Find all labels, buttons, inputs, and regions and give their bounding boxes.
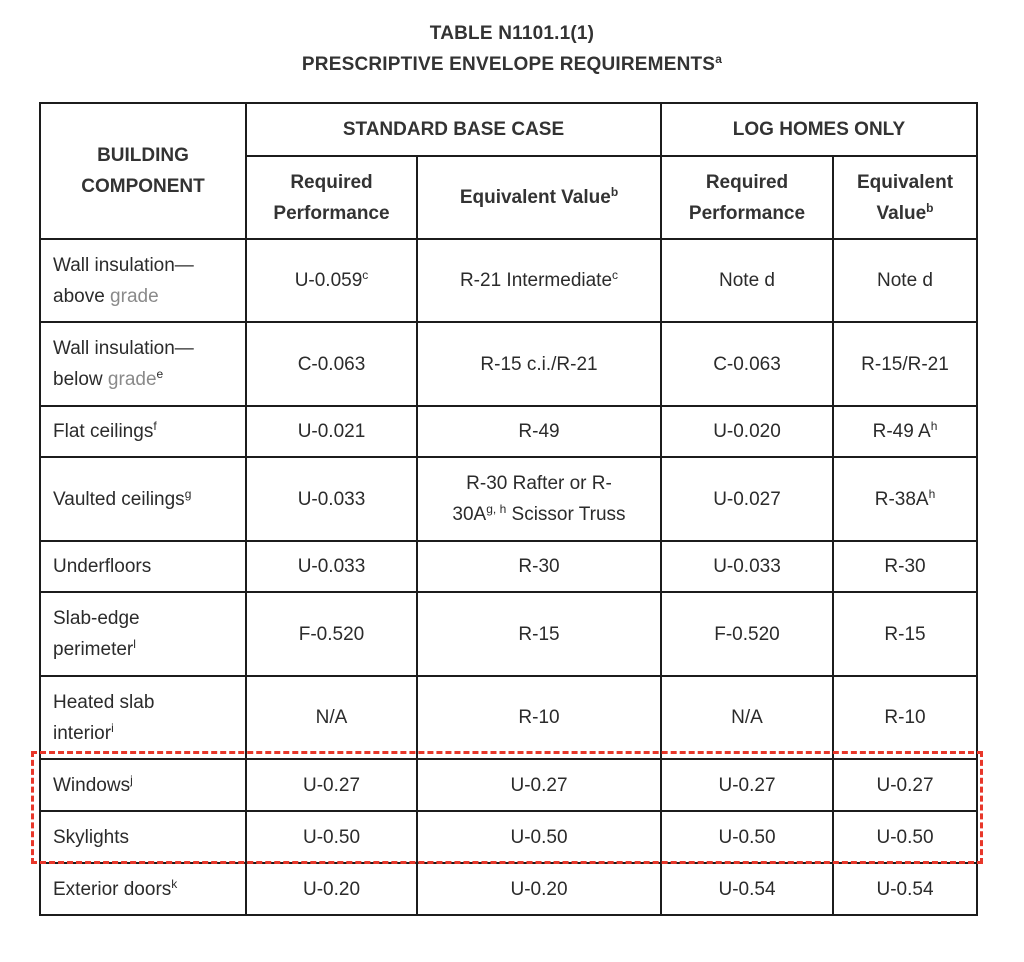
std-required-performance-cell: U-0.27 [246, 759, 417, 811]
header-std-required-performance: Required Performance [246, 156, 417, 239]
std-required-performance-cell: U-0.021 [246, 406, 417, 457]
header-log-required-performance: Required Performance [661, 156, 833, 239]
std-required-performance-cell: C-0.063 [246, 322, 417, 406]
log-equivalent-value-cell: R-15 [833, 592, 977, 676]
table-caption: PRESCRIPTIVE ENVELOPE REQUIREMENTS$^a$ [301, 52, 723, 75]
log-equivalent-value-cell: R-49 $A^h$ [833, 406, 977, 457]
table-title [0, 18, 1024, 80]
table-row [40, 406, 977, 457]
table-row [40, 541, 977, 592]
building-component-cell: Windows$^j$ [40, 759, 246, 811]
building-component-cell: Wall insulation— below grade$^e$ [40, 322, 246, 406]
table-row [40, 239, 977, 322]
std-required-performance-cell: U-0.033 [246, 541, 417, 592]
log-equivalent-value-cell: U-0.27 [833, 759, 977, 811]
std-equivalent-value-cell: R-21 Intermediate$^c$ [417, 239, 661, 322]
log-equivalent-value-cell: R-30 [833, 541, 977, 592]
std-equivalent-value-cell: R-30 Rafter or R- $30A^{g, h}$ Scissor Truss [417, 457, 661, 541]
log-required-performance-cell: U-0.020 [661, 406, 833, 457]
building-component-cell: Vaulted ceilings$^g$ [40, 457, 246, 541]
std-equivalent-value-cell: R-15 [417, 592, 661, 676]
header-row-groups [40, 103, 977, 156]
log-equivalent-value-cell: Note d [833, 239, 977, 322]
log-required-performance-cell: F-0.520 [661, 592, 833, 676]
footnote-marker: b [610, 185, 619, 199]
building-component-cell: Heated slab interior$^i$ [40, 676, 246, 759]
header-std-equivalent-value: Equivalent Value$^b$ [417, 156, 661, 239]
header-standard-base-case: STANDARD BASE CASE [246, 103, 661, 156]
table-row [40, 759, 977, 811]
building-component-cell: Exterior doors$^k$ [40, 863, 246, 915]
std-equivalent-value-cell: R-15 c.i./R-21 [417, 322, 661, 406]
log-required-performance-cell: N/A [661, 676, 833, 759]
building-component-cell: Flat ceilings$^f$ [40, 406, 246, 457]
std-equivalent-value-cell: U-0.20 [417, 863, 661, 915]
std-required-performance-cell: U-0.50 [246, 811, 417, 863]
table-row [40, 811, 977, 863]
building-component-cell: Underfloors [40, 541, 246, 592]
log-required-performance-cell: C-0.063 [661, 322, 833, 406]
building-component-cell: Skylights [40, 811, 246, 863]
std-equivalent-value-cell: R-30 [417, 541, 661, 592]
std-equivalent-value-cell: R-49 [417, 406, 661, 457]
std-equivalent-value-cell: R-10 [417, 676, 661, 759]
footnote-marker: a [715, 52, 723, 66]
std-required-performance-cell: U-0.20 [246, 863, 417, 915]
log-required-performance-cell: Note d [661, 239, 833, 322]
log-required-performance-cell: U-0.50 [661, 811, 833, 863]
log-equivalent-value-cell: R-10 [833, 676, 977, 759]
table-row [40, 863, 977, 915]
header-log-homes-only: LOG HOMES ONLY [661, 103, 977, 156]
building-component-cell: Slab-edge perimeter$^l$ [40, 592, 246, 676]
log-required-performance-cell: U-0.033 [661, 541, 833, 592]
std-required-performance-cell: U-0.059$^c$ [246, 239, 417, 322]
std-required-performance-cell: N/A [246, 676, 417, 759]
table-row [40, 457, 977, 541]
std-required-performance-cell: U-0.033 [246, 457, 417, 541]
log-equivalent-value-cell: R-15/R-21 [833, 322, 977, 406]
header-building-component: BUILDING COMPONENT [40, 103, 246, 239]
log-equivalent-value-cell: U-0.54 [833, 863, 977, 915]
log-required-performance-cell: U-0.27 [661, 759, 833, 811]
header-log-equivalent-value: Equivalent Value$^b$ [833, 156, 977, 239]
std-required-performance-cell: F-0.520 [246, 592, 417, 676]
table-number: TABLE N1101.1(1) [429, 23, 595, 44]
building-component-cell: Wall insulation— above grade [40, 239, 246, 322]
log-equivalent-value-cell: U-0.50 [833, 811, 977, 863]
std-equivalent-value-cell: U-0.27 [417, 759, 661, 811]
log-required-performance-cell: U-0.027 [661, 457, 833, 541]
log-required-performance-cell: U-0.54 [661, 863, 833, 915]
table-row [40, 322, 977, 406]
footnote-marker: b [926, 200, 934, 215]
envelope-requirements-table [39, 102, 978, 916]
table-row [40, 592, 977, 676]
std-equivalent-value-cell: U-0.50 [417, 811, 661, 863]
table-row [40, 676, 977, 759]
log-equivalent-value-cell: $R-38A^h$ [833, 457, 977, 541]
